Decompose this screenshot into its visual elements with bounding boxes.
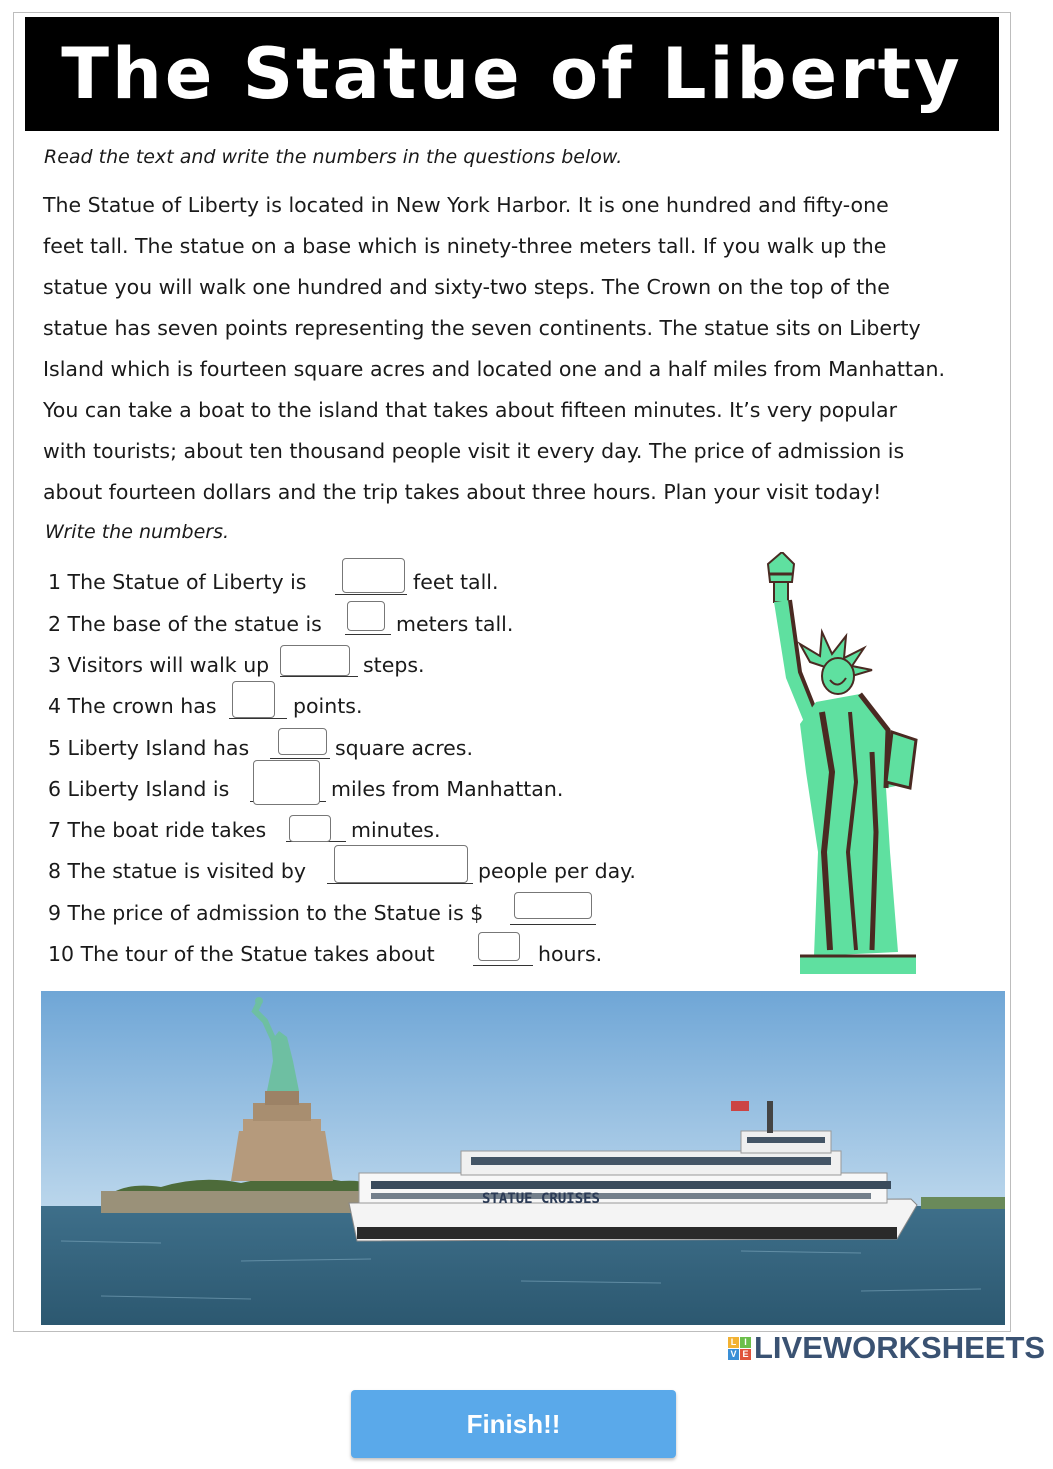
question-suffix: square acres. [335, 736, 473, 760]
question-text: 2 The base of the statue is [48, 612, 322, 636]
answer-input-10[interactable] [478, 932, 520, 961]
write-prompt: Write the numbers. [45, 521, 230, 543]
question-9 [48, 898, 483, 928]
logo-letter: L [728, 1337, 739, 1348]
question-text: 7 The boat ride takes [48, 818, 267, 842]
worksheet-title: The Statue of Liberty [61, 33, 963, 115]
question-10 [48, 939, 435, 969]
question-text: 10 The tour of the Statue takes about [48, 942, 435, 966]
passage-line: statue you will walk one hundred and sixty-two steps. The Crown on the top of the [43, 275, 890, 299]
passage-line: You can take a boat to the island that takes about fifteen minutes. It’s very popular [43, 398, 898, 422]
question-1 [48, 567, 306, 597]
question-suffix: people per day. [478, 859, 636, 883]
question-text: 4 The crown has [48, 694, 217, 718]
title-banner [25, 17, 999, 131]
passage-line: statue has seven points representing the seven continents. The statue sits on Liberty [43, 316, 921, 340]
question-text: 9 The price of admission to the Statue is $ [48, 901, 484, 925]
answer-underline [270, 758, 330, 759]
passage-line: with tourists; about ten thousand people visit it every day. The price of admission is [43, 439, 905, 463]
answer-underline [327, 883, 473, 884]
reading-passage [43, 185, 993, 513]
question-8 [48, 856, 306, 886]
liberty-island-photo [41, 991, 1005, 1325]
answer-input-7[interactable] [289, 815, 331, 842]
question-suffix: feet tall. [413, 570, 499, 594]
question-suffix: meters tall. [396, 612, 514, 636]
answer-input-5[interactable] [278, 728, 327, 755]
passage-line: Island which is fourteen square acres and located one and a half miles from Manhattan. [43, 357, 946, 381]
answer-input-2[interactable] [347, 601, 385, 631]
answer-underline [335, 594, 407, 595]
statue-of-liberty-illustration [760, 552, 930, 977]
question-4 [48, 691, 217, 721]
question-text: 3 Visitors will walk up [48, 653, 270, 677]
question-3 [48, 650, 269, 680]
question-suffix: miles from Manhattan. [331, 777, 564, 801]
passage-line: about fourteen dollars and the trip takes about three hours. Plan your visit today! [43, 480, 882, 504]
answer-underline [280, 676, 358, 677]
liveworksheets-brand [728, 1330, 1045, 1366]
question-6 [48, 774, 229, 804]
passage-line: feet tall. The statue on a base which is ninety-three meters tall. If you walk up the [43, 234, 887, 258]
answer-underline [229, 718, 287, 719]
answer-underline [345, 634, 391, 635]
instructions: Read the text and write the numbers in the questions below. [44, 146, 623, 168]
answer-input-1[interactable] [342, 558, 405, 593]
answer-input-9[interactable] [514, 892, 592, 919]
finish-button[interactable]: Finish!! [351, 1390, 676, 1458]
liveworksheets-logo-icon [728, 1337, 751, 1360]
question-2 [48, 609, 322, 639]
question-text: 5 Liberty Island has [48, 736, 250, 760]
answer-underline [510, 924, 596, 925]
answer-input-3[interactable] [280, 645, 350, 676]
brand-name: LIVEWORKSHEETS [754, 1330, 1046, 1365]
logo-letter: V [728, 1349, 739, 1360]
passage-line: The Statue of Liberty is located in New York Harbor. It is one hundred and fifty-one [43, 193, 889, 217]
answer-input-4[interactable] [232, 681, 275, 718]
question-suffix: hours. [538, 942, 603, 966]
question-text: 6 Liberty Island is [48, 777, 230, 801]
answer-input-6[interactable] [253, 760, 320, 805]
question-7 [48, 815, 266, 845]
question-5 [48, 733, 249, 763]
logo-letter: E [740, 1349, 751, 1360]
boat-name-label: STATUE CRUISES [481, 1191, 601, 1207]
answer-input-8[interactable] [334, 845, 468, 883]
logo-letter: I [740, 1337, 751, 1348]
question-suffix: points. [293, 694, 363, 718]
question-text: 8 The statue is visited by [48, 859, 307, 883]
question-text: 1 The Statue of Liberty is [48, 570, 307, 594]
answer-underline [473, 965, 533, 966]
question-suffix: minutes. [351, 818, 441, 842]
question-suffix: steps. [363, 653, 425, 677]
